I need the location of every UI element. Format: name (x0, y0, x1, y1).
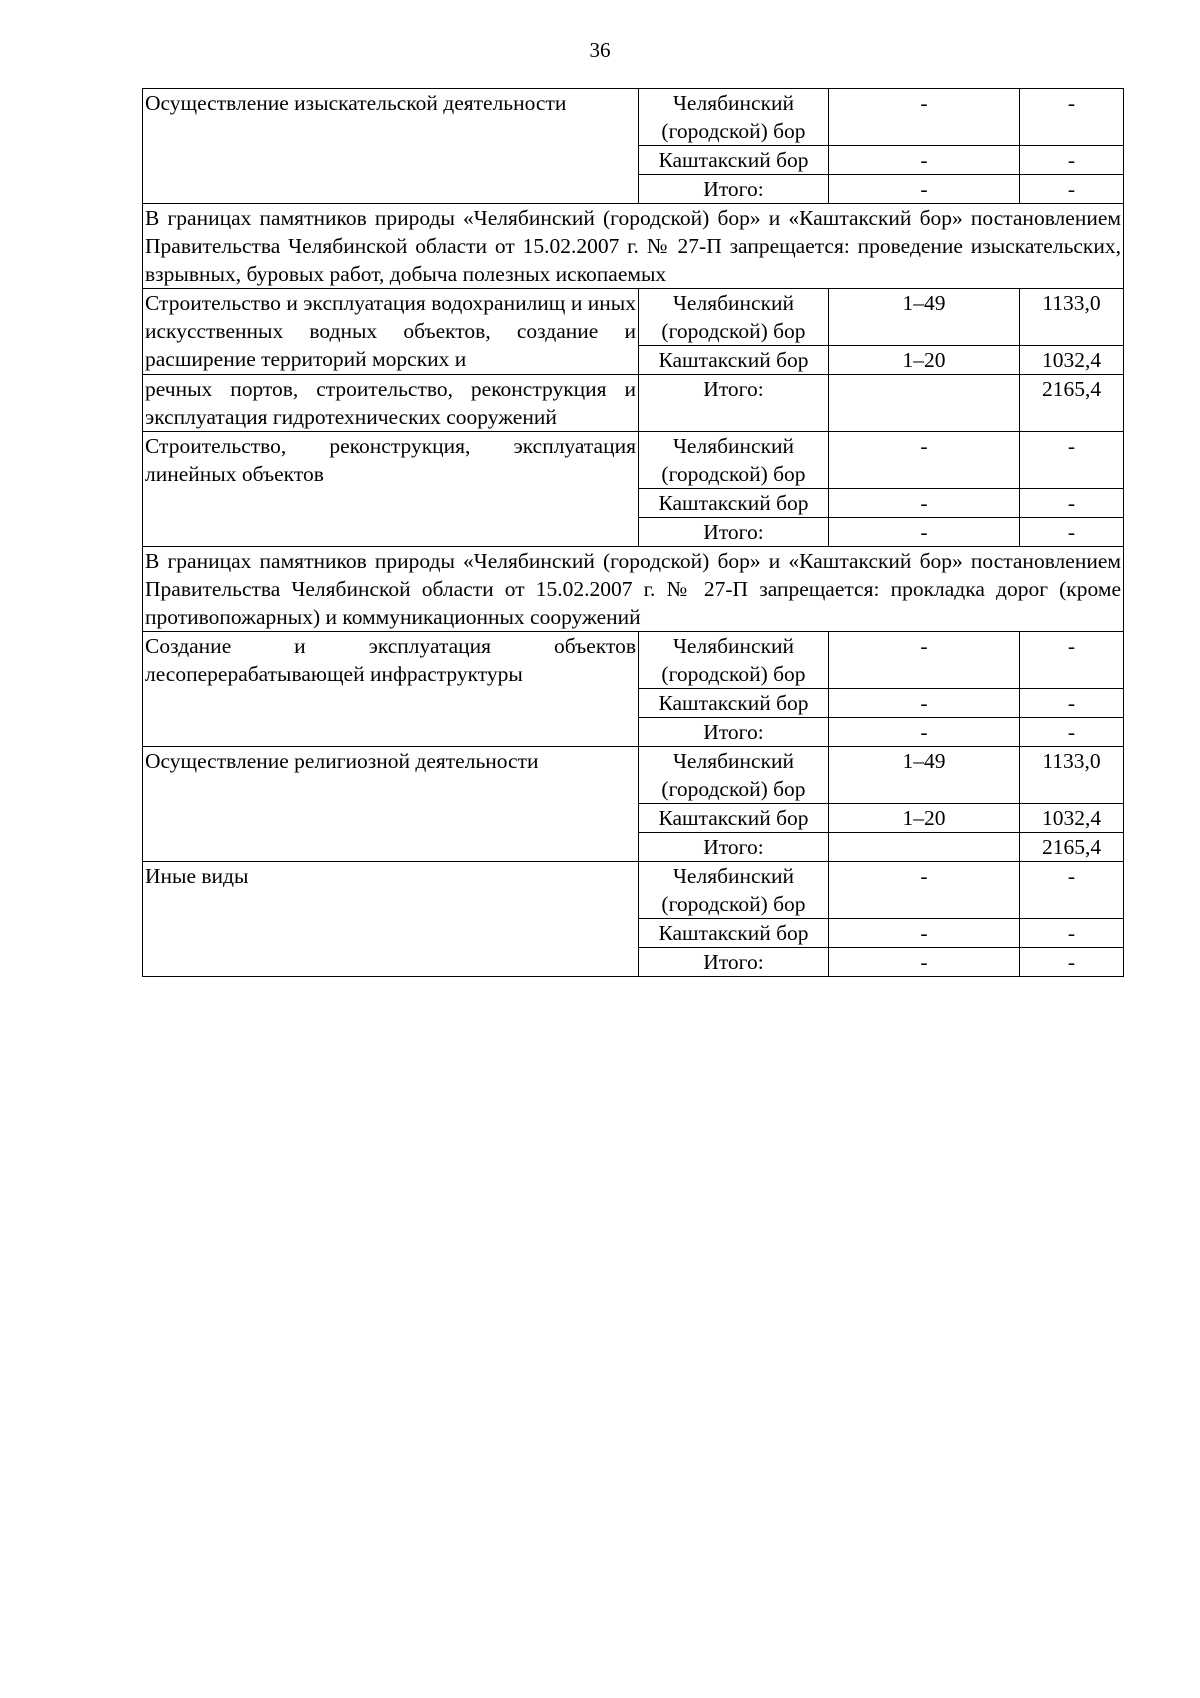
area-cell: - (1020, 146, 1124, 175)
area-cell: - (1020, 718, 1124, 747)
area-cell: - (1020, 518, 1124, 547)
quarter-cell: - (829, 175, 1020, 204)
area-cell: - (1020, 689, 1124, 718)
location-cell: Каштакский бор (639, 919, 829, 948)
quarter-cell (829, 833, 1020, 862)
area-cell: - (1020, 175, 1124, 204)
quarter-cell: - (829, 432, 1020, 489)
table-row (143, 432, 1124, 489)
location-cell: Челябинский (городской) бор (639, 432, 829, 489)
area-cell: - (1020, 919, 1124, 948)
area-cell: 2165,4 (1020, 375, 1124, 432)
table-row (143, 632, 1124, 689)
quarter-cell: - (829, 948, 1020, 977)
activity-cell: Строительство и эксплуатация водохранилищ и иных искусственных водных объектов, создание и расширение территорий морских и (143, 289, 639, 375)
area-cell: - (1020, 632, 1124, 689)
table-row (143, 375, 1124, 432)
table-row (143, 547, 1124, 632)
quarter-cell: 1–20 (829, 346, 1020, 375)
location-cell: Челябинский (городской) бор (639, 862, 829, 919)
location-cell: Каштакский бор (639, 804, 829, 833)
area-cell: 1133,0 (1020, 747, 1124, 804)
activity-cell-continued: речных портов, строительство, реконструкция и эксплуатация гидротехнических сооружений (143, 375, 639, 432)
area-cell: 1032,4 (1020, 804, 1124, 833)
location-cell: Каштакский бор (639, 346, 829, 375)
area-cell: 2165,4 (1020, 833, 1124, 862)
total-label-cell: Итого: (639, 833, 829, 862)
quarter-cell: - (829, 632, 1020, 689)
quarter-cell: - (829, 89, 1020, 146)
quarter-cell: - (829, 146, 1020, 175)
total-label-cell: Итого: (639, 718, 829, 747)
location-cell: Челябинский (городской) бор (639, 89, 829, 146)
location-cell: Каштакский бор (639, 146, 829, 175)
area-cell: - (1020, 89, 1124, 146)
area-cell: 1032,4 (1020, 346, 1124, 375)
total-label-cell: Итого: (639, 518, 829, 547)
total-label-cell: Итого: (639, 948, 829, 977)
location-cell: Каштакский бор (639, 689, 829, 718)
quarter-cell: 1–49 (829, 289, 1020, 346)
quarter-cell: - (829, 489, 1020, 518)
quarter-cell: 1–20 (829, 804, 1020, 833)
restriction-note: В границах памятников природы «Челябинский (городской) бор» и «Каштакский бор» постановлением Правительства Челябинской области от 15.02.2007 г. № 27-П запрещается: прокладка дорог (кроме противопожарных) и коммуникационных сооружений (143, 547, 1124, 632)
quarter-cell: - (829, 689, 1020, 718)
activity-cell: Строительство, реконструкция, эксплуатация линейных объектов (143, 432, 639, 547)
total-label-cell: Итого: (639, 375, 829, 432)
activity-cell: Создание и эксплуатация объектов лесоперерабатывающей инфраструктуры (143, 632, 639, 747)
activity-cell: Иные виды (143, 862, 639, 977)
location-cell: Челябинский (городской) бор (639, 747, 829, 804)
table-row (143, 289, 1124, 346)
quarter-cell: - (829, 862, 1020, 919)
table-row (143, 747, 1124, 804)
restriction-note: В границах памятников природы «Челябинский (городской) бор» и «Каштакский бор» постановлением Правительства Челябинской области от 15.02.2007 г. № 27-П запрещается: проведение изыскательских, взрывных, буровых работ, добыча полезных ископаемых (143, 204, 1124, 289)
area-cell: 1133,0 (1020, 289, 1124, 346)
activity-cell: Осуществление изыскательской деятельности (143, 89, 639, 204)
location-cell: Челябинский (городской) бор (639, 289, 829, 346)
location-cell: Каштакский бор (639, 489, 829, 518)
area-cell: - (1020, 862, 1124, 919)
area-cell: - (1020, 489, 1124, 518)
activity-cell: Осуществление религиозной деятельности (143, 747, 639, 862)
total-label-cell: Итого: (639, 175, 829, 204)
page-number: 36 (589, 38, 611, 62)
table-row (143, 89, 1124, 146)
table-row (143, 862, 1124, 919)
table-row (143, 204, 1124, 289)
quarter-cell: - (829, 518, 1020, 547)
area-cell: - (1020, 432, 1124, 489)
quarter-cell: 1–49 (829, 747, 1020, 804)
area-cell: - (1020, 948, 1124, 977)
location-cell: Челябинский (городской) бор (639, 632, 829, 689)
forest-use-table (142, 88, 1124, 977)
quarter-cell: - (829, 919, 1020, 948)
quarter-cell (829, 375, 1020, 432)
quarter-cell: - (829, 718, 1020, 747)
